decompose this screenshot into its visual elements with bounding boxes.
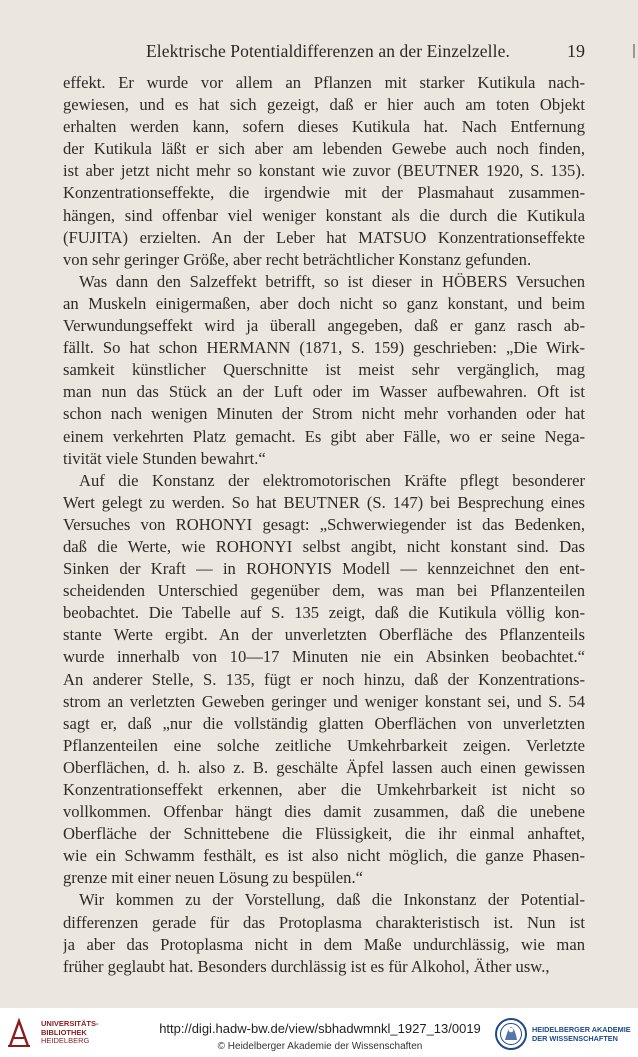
text-line: an Muskeln einigermaßen, aber doch nicht so ganz konstant, und beim — [63, 293, 585, 313]
text-line: Verwundungseffekt wird ja überall angegeben, daß er ganz rasch ab- — [63, 316, 585, 336]
text-line: ja aber das Protoplasma nicht in dem Maße undurchlässig, wie man — [63, 934, 585, 954]
body-text — [63, 72, 585, 978]
text-line: differenzen gerade für das Protoplasma charakteristisch ist. Nun ist — [63, 912, 585, 932]
text-line: hängen, sind offenbar viel weniger konstant als die durch die Kutikula — [63, 205, 585, 225]
library-name-line: HEIDELBERG — [41, 1036, 90, 1045]
text-line: erhalten werden kann, sofern dieses Kutikula hat. Nach Entfernung — [63, 117, 585, 137]
library-emblem-icon — [7, 1018, 31, 1048]
text-line: man nun das Stück an der Luft oder im Wasser aufbewahren. Oft ist — [63, 382, 585, 402]
text-line: An anderer Stelle, S. 135, fügt er noch hinzu, daß der Konzentrations- — [63, 669, 585, 689]
source-url-link[interactable]: http://digi.hadw-bw.de/view/sbhadwmnkl_1927_13/0019 — [159, 1021, 481, 1036]
running-header-title: Elektrische Potentialdifferenzen an der Einzelzelle. — [146, 41, 510, 61]
library-name-line: UNIVERSITÄTS- — [41, 1019, 99, 1028]
text-line: strom an verletzten Geweben geringer und weniger konstant sei, und S. 54 — [63, 691, 585, 711]
text-line: Versuches von ROHONYI gesagt: „Schwerwiegender ist das Bedenken, — [63, 514, 585, 534]
academy-name-line: DER WISSENSCHAFTEN — [532, 1034, 618, 1043]
text-line: ist aber jetzt nicht mehr so konstant wie zuvor (BEUTNER 1920, S. 135). — [63, 161, 585, 181]
text-line: vollkommen. Offenbar hängt dies damit zusammen, daß die unebene — [63, 802, 585, 822]
academy-logo[interactable] — [492, 1016, 638, 1054]
text-line: (FUJITA) erzielten. An der Leber hat MATSUO Konzentrationseffekte — [63, 227, 585, 247]
text-line: beobachtet. Die Tabelle auf S. 135 zeigt, daß die Kutikula völlig kon- — [63, 603, 585, 623]
text-line: effekt. Er wurde vor allem an Pflanzen mit starker Kutikula nach- — [63, 73, 585, 92]
copyright-notice: © Heidelberger Akademie der Wissenschaften — [217, 1041, 423, 1052]
text-line: schon nach wenigen Minuten der Strom nicht mehr vorhanden oder hat — [63, 404, 585, 424]
library-name-line: BIBLIOTHEK — [41, 1027, 87, 1037]
text-line: einem verkehrten Platz gemacht. Es gibt aber Fälle, wo er seine Nega- — [63, 426, 585, 446]
text-line: Oberfläche der Schnittebene die Flüssigkeit, die ihr einmal anhaftet, — [63, 824, 585, 844]
academy-name-line: HEIDELBERGER AKADEMIE — [532, 1025, 631, 1034]
text-line: fällt. So hat schon HERMANN (1871, S. 159) geschrieben: „Die Wirk- — [63, 338, 585, 358]
text-line: wie ein Schwamm festhält, es ist also nicht möglich, die ganze Phasen- — [63, 846, 585, 866]
text-line: Oberflächen, d. h. also z. B. geschälte Äpfel lassen auch einen gewissen — [63, 757, 585, 777]
text-line: Konzentrationseffekte, die irgendwie mit der Plasmahaut zusammen- — [63, 183, 585, 203]
text-line: scheidenden Unterschied gegenüber dem, was man bei Pflanzenteilen — [63, 581, 585, 601]
text-line: samkeit künstlicher Querschnitte ist meist sehr vergänglich, mag — [63, 360, 585, 380]
text-line: sagt er, daß „nur die vollständig glatten Oberflächen von unverletzten — [63, 713, 585, 733]
library-name — [41, 1020, 99, 1046]
text-line: Was dann den Salzeffekt betrifft, so ist dieser in HÖBERS Versuchen — [79, 271, 585, 291]
text-line: von sehr geringer Größe, aber recht beträchtlicher Konstanz gefunden. — [63, 249, 532, 269]
running-header — [60, 41, 585, 65]
text-line: Pflanzenteilen eine solche zeitliche Umkehrbarkeit zeigen. Verletzte — [63, 735, 585, 755]
text-line: der Kutikula läßt er sich aber am lebenden Gewebe auch noch finden, — [63, 139, 585, 159]
library-logo[interactable] — [7, 1018, 147, 1052]
page-number: 19 — [567, 41, 585, 61]
academy-name — [532, 1025, 631, 1043]
text-line: tivität viele Stunden bewahrt.“ — [63, 448, 266, 468]
text-line: grenze mit einer neuen Lösung zu bespülen.“ — [63, 868, 363, 888]
text-line: früher geglaubt hat. Besonders durchlässig ist es für Alkohol, Äther usw., — [63, 956, 550, 976]
text-line: Konzentrationseffekt erkennen, aber die Umkehrbarkeit ist nicht so — [63, 780, 585, 799]
text-line: stante Werte ergibt. An der unverletzten Oberfläche des Pflanzenteils — [63, 625, 585, 645]
text-line: Auf die Konstanz der elektromotorischen Kräfte pflegt besonderer — [79, 470, 585, 490]
academy-seal-icon — [494, 1017, 528, 1051]
text-line: Wert gelegt zu werden. So hat BEUTNER (S. 147) bei Besprechung eines — [63, 492, 585, 512]
text-line: Wir kommen zu der Vorstellung, daß die Inkonstanz der Potential- — [79, 890, 585, 910]
text-line: wurde innerhalb von 10—17 Minuten nie ein Absinken beobachtet.“ — [63, 647, 585, 667]
text-line: daß die Werte, wie ROHONYI selbst angibt, nicht konstant sind. Das — [63, 536, 585, 556]
text-line: gewiesen, und es hat sich gezeigt, daß er hier auch am toten Objekt — [63, 95, 585, 115]
footer-bar — [0, 1008, 638, 1057]
text-line: Sinken der Kraft — in ROHONYIS Modell — kennzeichnet den ent- — [63, 559, 585, 579]
page-edge-mark — [633, 44, 635, 58]
